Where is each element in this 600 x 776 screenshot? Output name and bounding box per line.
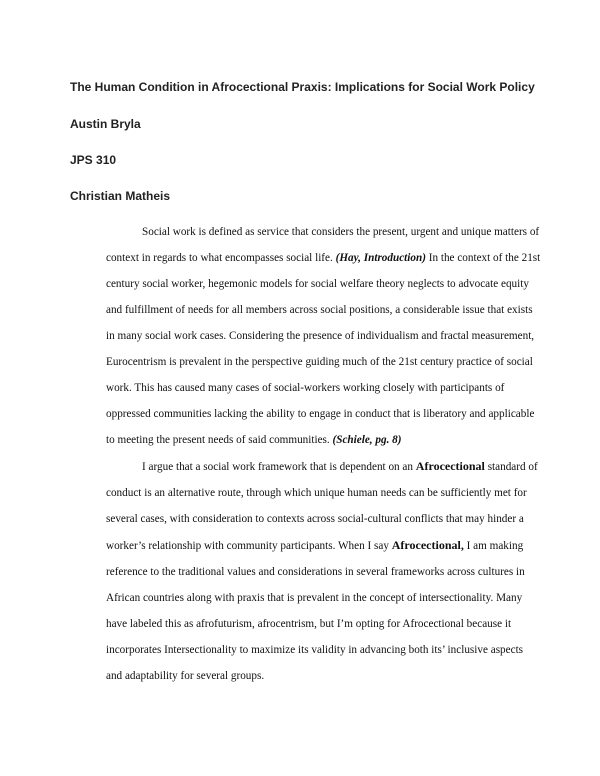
text-span: In the context of the 21st <box>425 252 541 264</box>
para2-line <box>70 532 532 559</box>
course-code: JPS 310 <box>70 153 117 167</box>
para1-line: oppressed communities lacking the ability to engage in conduct that is liberatory and applicable <box>106 408 535 420</box>
text-span: to meeting the present needs of said communities. <box>106 434 333 446</box>
paragraph-2 <box>70 453 538 689</box>
para2-line: have labeled this as afrofuturism, afrocentrism, but I’m opting for Afrocectional because it <box>106 618 512 630</box>
document-title: The Human Condition in Afrocectional Praxis: Implications for Social Work Policy <box>70 80 535 94</box>
para1-line: in many social work cases. Considering the presence of individualism and fractal measurement, <box>106 330 535 342</box>
para1-line: Social work is defined as service that considers the present, urgent and unique matters of <box>142 226 540 238</box>
para2-line: conduct is an alternative route, through which unique human needs can be sufficiently met for <box>106 487 527 499</box>
text-span: standard of <box>484 461 538 473</box>
key-term: Afrocectional <box>415 459 485 473</box>
para2-line: incorporates Intersectionality to maximize its validity in advancing both its’ inclusive aspects <box>106 644 524 656</box>
citation: (Schiele, pg. 8) <box>332 434 402 446</box>
para2-line: and adaptability for several groups. <box>106 670 265 682</box>
author-name: Austin Bryla <box>70 117 141 131</box>
paragraph-1 <box>70 219 541 453</box>
para2-line: reference to the traditional values and considerations in several frameworks across cultures in <box>106 566 525 578</box>
professor-name: Christian Matheis <box>70 189 171 203</box>
document-body <box>70 219 541 689</box>
para2-line: several cases, with consideration to contexts across social-cultural conflicts that may hinder a <box>106 513 524 525</box>
para2-line: African countries along with praxis that is prevalent in the concept of intersectionality. Many <box>106 592 523 604</box>
para1-line: and fulfillment of needs for all members across social positions, a considerable issue that exists <box>106 304 533 316</box>
key-term: Afrocectional, <box>391 538 464 552</box>
text-span: I argue that a social work framework that is dependent on an <box>142 461 416 473</box>
para1-line: work. This has caused many cases of social-workers working closely with participants of <box>106 382 505 394</box>
para2-line <box>106 453 538 480</box>
text-span: context in regards to what encompasses social life. <box>106 252 336 264</box>
citation: (Hay, Introduction) <box>335 252 426 264</box>
para1-line <box>70 245 541 271</box>
para1-line: Eurocentrism is prevalent in the perspective guiding much of the 21st century practice of social <box>106 356 533 368</box>
text-span: worker’s relationship with community participants. When I say <box>106 540 392 552</box>
text-span: I am making <box>463 540 524 552</box>
para1-line: century social worker, hegemonic models for social welfare theory neglects to advocate equity <box>106 278 529 290</box>
para1-line <box>70 427 532 453</box>
